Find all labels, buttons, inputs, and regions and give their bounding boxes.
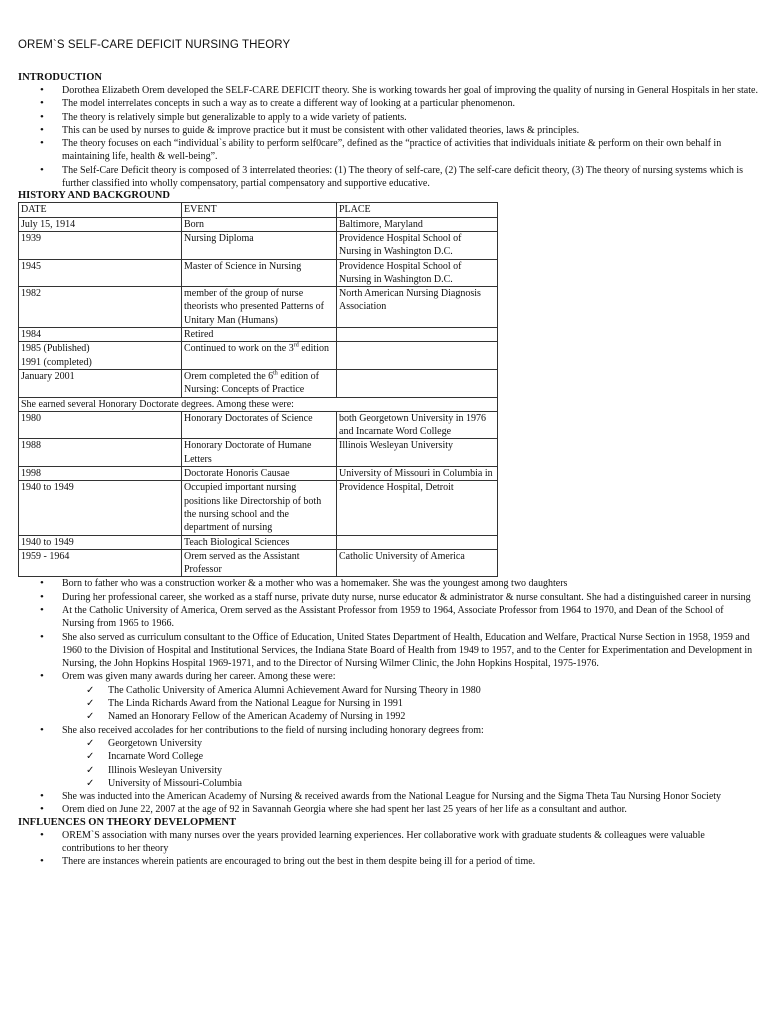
cell-date: 1940 to 1949 <box>19 481 182 535</box>
awards-checklist <box>18 684 758 724</box>
bio-bullet: • She also received accolades for her contributions to the field of nursing including honorary degrees from: <box>18 724 758 737</box>
degree-item: ✓ Illinois Wesleyan University <box>18 764 758 777</box>
bio-bullet: • Born to father who was a construction worker & a mother who was a homemaker. She was the youngest among two daughters <box>18 577 758 590</box>
table-row <box>19 549 498 577</box>
intro-bullet-list <box>18 84 758 190</box>
influences-heading: INFLUENCES ON THEORY DEVELOPMENT <box>18 816 237 828</box>
degree-item: ✓ University of Missouri-Columbia <box>18 777 758 790</box>
header-date: DATE <box>19 203 182 217</box>
cell-event: Master of Science in Nursing <box>182 259 337 287</box>
bio-bullet: • At the Catholic University of America, Orem served as the Assistant Professor from 1959 to 1964, Associate Professor from 1964 to 1970, and Dean of the School of Nursing from 1965 to 1966. <box>18 604 758 631</box>
table-row <box>19 369 498 397</box>
cell-event: Honorary Doctorate of Humane Letters <box>182 439 337 467</box>
cell-event: Nursing Diploma <box>182 231 337 259</box>
date-completed: 1991 (completed) <box>21 356 92 368</box>
cell-place <box>337 328 498 342</box>
cell-date: January 2001 <box>19 369 182 397</box>
table-row <box>19 231 498 259</box>
table-span-row <box>19 397 498 411</box>
bio-bullet-list-2 <box>18 724 758 737</box>
intro-bullet: • Dorothea Elizabeth Orem developed the SELF-CARE DEFICIT theory. She is working towards her goal of improving the quality of nursing in General Hospitals in her state. <box>18 84 758 97</box>
table-row <box>19 535 498 549</box>
cell-place: Providence Hospital, Detroit <box>337 481 498 535</box>
bio-bullet-list <box>18 577 758 683</box>
header-place: PLACE <box>337 203 498 217</box>
cell-date: 1959 - 1964 <box>19 549 182 577</box>
table-row <box>19 217 498 231</box>
intro-bullet: • The theory focuses on each “individual`s ability to perform self0care”, defined as the “practice of activities that individuals initiate & perform on their own behalf in maintaining life, health & well-being”. <box>18 137 758 164</box>
cell-place: Catholic University of America <box>337 549 498 577</box>
influence-bullet: • OREM`S association with many nurses over the years provided learning experiences. Her collaborative work with graduate students & colleagues were valuable contributions to her theory <box>18 829 758 856</box>
cell-event: Honorary Doctorates of Science <box>182 411 337 439</box>
table-row <box>19 439 498 467</box>
cell-place: Baltimore, Maryland <box>337 217 498 231</box>
cell-place <box>337 535 498 549</box>
table-row <box>19 287 498 328</box>
cell-date: 1982 <box>19 287 182 328</box>
award-item: ✓ Named an Honorary Fellow of the American Academy of Nursing in 1992 <box>18 710 758 723</box>
cell-date: 1988 <box>19 439 182 467</box>
awards-intro: Orem was given many awards during her career. Among these were: <box>62 671 336 683</box>
cell-event: Doctorate Honoris Causae <box>182 467 337 481</box>
cell-event: Orem served as the Assistant Professor <box>182 549 337 577</box>
cell-date: July 15, 1914 <box>19 217 182 231</box>
cell-place: University of Missouri in Columbia in <box>337 467 498 481</box>
history-table <box>18 202 498 577</box>
bio-bullet-list-3 <box>18 790 758 817</box>
bio-bullet: • She also served as curriculum consultant to the Office of Education, United States Department of Health, Education and Welfare, Practical Nurse Section in 1958, 1959 and 1960 to the Division of Hospital and Institutional Services, the Indiana State Board of Health from 1949 to 1957, and to the Center for Experimentation and Development in Nursing, the John Hopkins Hospital 1969-1971, and to the Director of Nursing Wilmer Clinic, the John Hopkins Hospital, 1975-1976. <box>18 631 758 671</box>
cell-event: Occupied important nursing positions like Directorship of both the nursing school and the department of nursing <box>182 481 337 535</box>
cell-event <box>182 369 337 397</box>
event-text: Orem completed the 6 <box>184 370 274 382</box>
ordinal-suffix: th <box>273 370 278 377</box>
intro-bullet: • The model interrelates concepts in such a way as to create a different way of looking at a particular phenomenon. <box>18 97 758 110</box>
award-item: ✓ The Catholic University of America Alumni Achievement Award for Nursing Theory in 1980 <box>18 684 758 697</box>
cell-event: Retired <box>182 328 337 342</box>
influences-bullet-list <box>18 829 758 869</box>
cell-event <box>182 342 337 370</box>
table-row <box>19 467 498 481</box>
bio-bullet: • During her professional career, she worked as a staff nurse, private duty nurse, nurse educator & administrator & nurse consultant. She had a distinguished career in nursing <box>18 591 758 604</box>
cell-date <box>19 342 182 370</box>
cell-place <box>337 369 498 397</box>
cell-date: 1998 <box>19 467 182 481</box>
influence-bullet: • There are instances wherein patients are encouraged to bring out the best in them despite being ill for a period of time. <box>18 855 758 868</box>
cell-date: 1945 <box>19 259 182 287</box>
header-event: EVENT <box>182 203 337 217</box>
ordinal-suffix: rd <box>293 343 299 350</box>
cell-date: 1980 <box>19 411 182 439</box>
event-text: Continued to work on the 3 <box>184 343 294 355</box>
cell-event: member of the group of nurse theorists who presented Patterns of Unitary Man (Humans) <box>182 287 337 328</box>
degree-item: ✓ Georgetown University <box>18 737 758 750</box>
bio-bullet <box>18 670 758 683</box>
cell-date: 1940 to 1949 <box>19 535 182 549</box>
cell-place: North American Nursing Diagnosis Association <box>337 287 498 328</box>
bio-bullet: • She was inducted into the American Academy of Nursing & received awards from the National League for Nursing and the Sigma Theta Tau Nursing Honor Society <box>18 790 758 803</box>
intro-heading: INTRODUCTION <box>18 72 103 83</box>
document-page <box>18 38 758 869</box>
table-row <box>19 481 498 535</box>
event-text: edition <box>298 343 329 355</box>
intro-bullet: • The Self-Care Deficit theory is composed of 3 interrelated theories: (1) The theory of self-care, (2) The self-care deficit theory, (3) The theory of nursing systems which is further classified into wholly compensatory, partial compensatory and supportive educative. <box>18 164 758 191</box>
intro-bullet: • The theory is relatively simple but generalizable to apply to a wide variety of patients. <box>18 111 758 124</box>
cell-place: Illinois Wesleyan University <box>337 439 498 467</box>
document-title: OREM`S SELF-CARE DEFICIT NURSING THEORY <box>18 39 291 51</box>
cell-event: Born <box>182 217 337 231</box>
cell-place <box>337 342 498 370</box>
cell-place: Providence Hospital School of Nursing in Washington D.C. <box>337 259 498 287</box>
award-item: ✓ The Linda Richards Award from the National League for Nursing in 1991 <box>18 697 758 710</box>
table-row <box>19 411 498 439</box>
intro-bullet: • This can be used by nurses to guide & improve practice but it must be consistent with other validated theories, laws & principles. <box>18 124 758 137</box>
cell-date: 1984 <box>19 328 182 342</box>
cell-date: 1939 <box>19 231 182 259</box>
degree-item: ✓ Incarnate Word College <box>18 750 758 763</box>
cell-place: Providence Hospital School of Nursing in Washington D.C. <box>337 231 498 259</box>
table-header-row <box>19 203 498 217</box>
date-published: 1985 (Published) <box>21 343 90 355</box>
honorary-intro-cell: She earned several Honorary Doctorate degrees. Among these were: <box>19 397 498 411</box>
history-heading: HISTORY AND BACKGROUND <box>18 190 170 202</box>
bio-bullet: • Orem died on June 22, 2007 at the age of 92 in Savannah Georgia where she had spent her last 25 years of her life as a consultant and author. <box>18 803 758 816</box>
degrees-checklist <box>18 737 758 790</box>
event-text: edition of Nursing: Concepts of Practice <box>184 370 319 396</box>
table-row <box>19 342 498 370</box>
cell-event: Teach Biological Sciences <box>182 535 337 549</box>
cell-place: both Georgetown University in 1976 and Incarnate Word College <box>337 411 498 439</box>
table-row <box>19 328 498 342</box>
table-row <box>19 259 498 287</box>
